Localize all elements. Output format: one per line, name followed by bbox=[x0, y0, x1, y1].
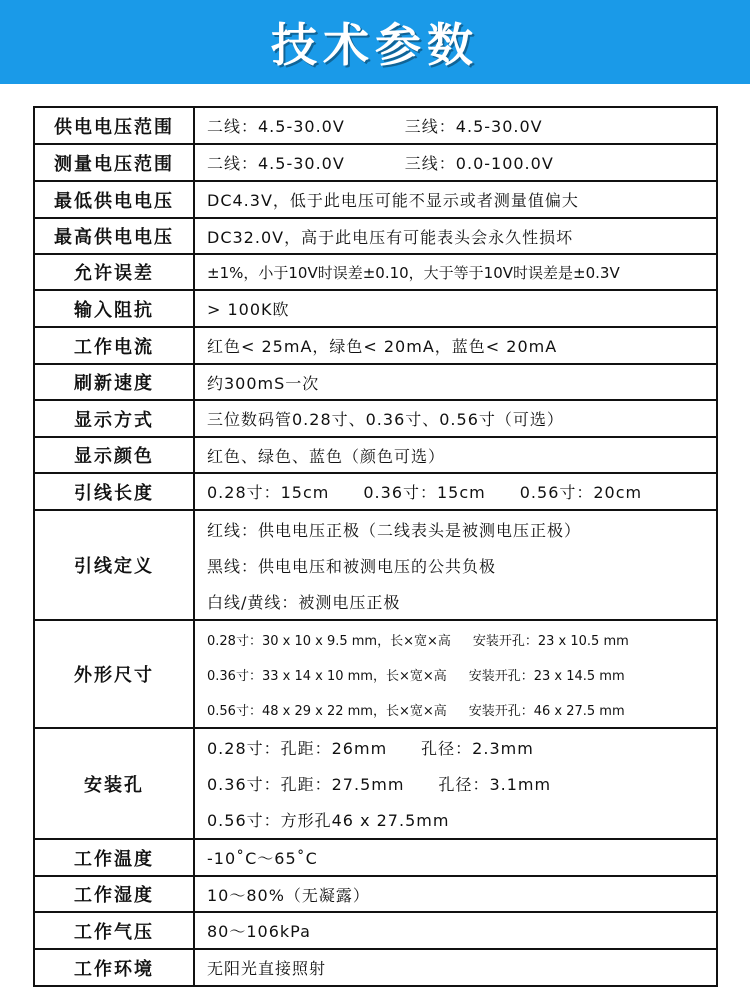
row-label: 安装孔 bbox=[34, 728, 194, 839]
row-label: 引线定义 bbox=[34, 510, 194, 620]
row-value: 红色< 25mA，绿色< 20mA，蓝色< 20mA bbox=[194, 327, 717, 364]
value-line bbox=[207, 730, 716, 766]
value-line bbox=[207, 622, 716, 657]
table-row bbox=[34, 218, 717, 254]
row-value: DC4.3V，低于此电压可能不显示或者测量值偏大 bbox=[194, 181, 717, 218]
row-value: 红色、绿色、蓝色（颜色可选） bbox=[194, 437, 717, 473]
row-label: 工作环境 bbox=[34, 949, 194, 986]
row-label: 工作温度 bbox=[34, 839, 194, 876]
value-part: 孔径：3.1mm bbox=[438, 775, 552, 794]
table-row bbox=[34, 144, 717, 181]
row-label: 工作电流 bbox=[34, 327, 194, 364]
value-line bbox=[207, 692, 716, 727]
table-row bbox=[34, 181, 717, 218]
value-part: 孔径：2.3mm bbox=[421, 739, 534, 758]
value-line bbox=[207, 766, 716, 802]
row-label: 显示方式 bbox=[34, 400, 194, 437]
row-value bbox=[194, 620, 717, 728]
row-label: 最高供电电压 bbox=[34, 218, 194, 254]
table-row bbox=[34, 839, 717, 876]
value-part: 安装开孔：23 x 14.5 mm bbox=[468, 668, 625, 684]
value-part: 三线：0.0-100.0V bbox=[404, 154, 554, 173]
row-value bbox=[194, 728, 717, 839]
row-value: -10˚C～65˚C bbox=[194, 839, 717, 876]
table-row bbox=[34, 473, 717, 510]
row-label: 工作气压 bbox=[34, 912, 194, 949]
row-value: ±1%，小于10V时误差±0.10，大于等于10V时误差是±0.3V bbox=[194, 254, 717, 290]
row-value: 无阳光直接照射 bbox=[194, 949, 717, 986]
value-line bbox=[207, 657, 716, 692]
row-label: 输入阻抗 bbox=[34, 290, 194, 327]
value-part: 安装开孔：23 x 10.5 mm bbox=[472, 633, 629, 649]
row-label: 允许误差 bbox=[34, 254, 194, 290]
title-banner bbox=[0, 0, 750, 84]
table-row bbox=[34, 437, 717, 473]
row-label: 显示颜色 bbox=[34, 437, 194, 473]
table-row bbox=[34, 728, 717, 839]
table-row bbox=[34, 876, 717, 912]
row-label: 测量电压范围 bbox=[34, 144, 194, 181]
table-row bbox=[34, 364, 717, 400]
value-part: 0.28寸：30 x 10 x 9.5 mm，长×宽×高 bbox=[207, 633, 451, 649]
table-row bbox=[34, 254, 717, 290]
table-row bbox=[34, 107, 717, 144]
value-part: 二线：4.5-30.0V bbox=[207, 154, 345, 173]
row-label: 刷新速度 bbox=[34, 364, 194, 400]
row-value bbox=[194, 144, 717, 181]
value-part: 0.56寸：48 x 29 x 22 mm，长×宽×高 bbox=[207, 703, 447, 719]
row-value: > 100K欧 bbox=[194, 290, 717, 327]
table-row bbox=[34, 620, 717, 728]
row-value: DC32.0V，高于此电压有可能表头会永久性损坏 bbox=[194, 218, 717, 254]
value-part: 三线：4.5-30.0V bbox=[404, 117, 543, 136]
row-label: 外形尺寸 bbox=[34, 620, 194, 728]
value-part: 0.28寸：孔距：26mm bbox=[207, 739, 388, 758]
table-row bbox=[34, 912, 717, 949]
page-title: 技术参数 bbox=[271, 18, 479, 72]
value-part: 0.56寸：20cm bbox=[519, 483, 643, 502]
table-row bbox=[34, 510, 717, 620]
row-label: 工作湿度 bbox=[34, 876, 194, 912]
value-line: 白线/黄线：被测电压正极 bbox=[207, 592, 401, 612]
table-row bbox=[34, 290, 717, 327]
value-part: 二线：4.5-30.0V bbox=[207, 117, 345, 136]
row-value: 10～80%（无凝露） bbox=[194, 876, 717, 912]
row-value: 80～106kPa bbox=[194, 912, 717, 949]
value-part: 0.36寸：33 x 14 x 10 mm，长×宽×高 bbox=[207, 668, 447, 684]
value-part: 0.36寸：15cm bbox=[363, 483, 486, 502]
row-label: 引线长度 bbox=[34, 473, 194, 510]
value-part: 安装开孔：46 x 27.5 mm bbox=[468, 703, 625, 719]
row-value bbox=[194, 473, 717, 510]
table-row bbox=[34, 327, 717, 364]
value-part: 0.36寸：孔距：27.5mm bbox=[207, 775, 405, 794]
value-line: 红线：供电电压正极（二线表头是被测电压正极） bbox=[207, 520, 582, 540]
row-value bbox=[194, 510, 717, 620]
value-line: 黑线：供电电压和被测电压的公共负极 bbox=[207, 556, 497, 576]
value-part: 0.28寸：15cm bbox=[207, 483, 330, 502]
row-value: 约300mS一次 bbox=[194, 364, 717, 400]
row-label: 最低供电电压 bbox=[34, 181, 194, 218]
table-row bbox=[34, 949, 717, 986]
value-part: 0.56寸：方形孔46 x 27.5mm bbox=[207, 811, 450, 830]
row-label: 供电电压范围 bbox=[34, 107, 194, 144]
value-line bbox=[207, 802, 716, 838]
row-value: 三位数码管0.28寸、0.36寸、0.56寸（可选） bbox=[194, 400, 717, 437]
spec-table bbox=[33, 106, 718, 987]
table-row bbox=[34, 400, 717, 437]
row-value bbox=[194, 107, 717, 144]
